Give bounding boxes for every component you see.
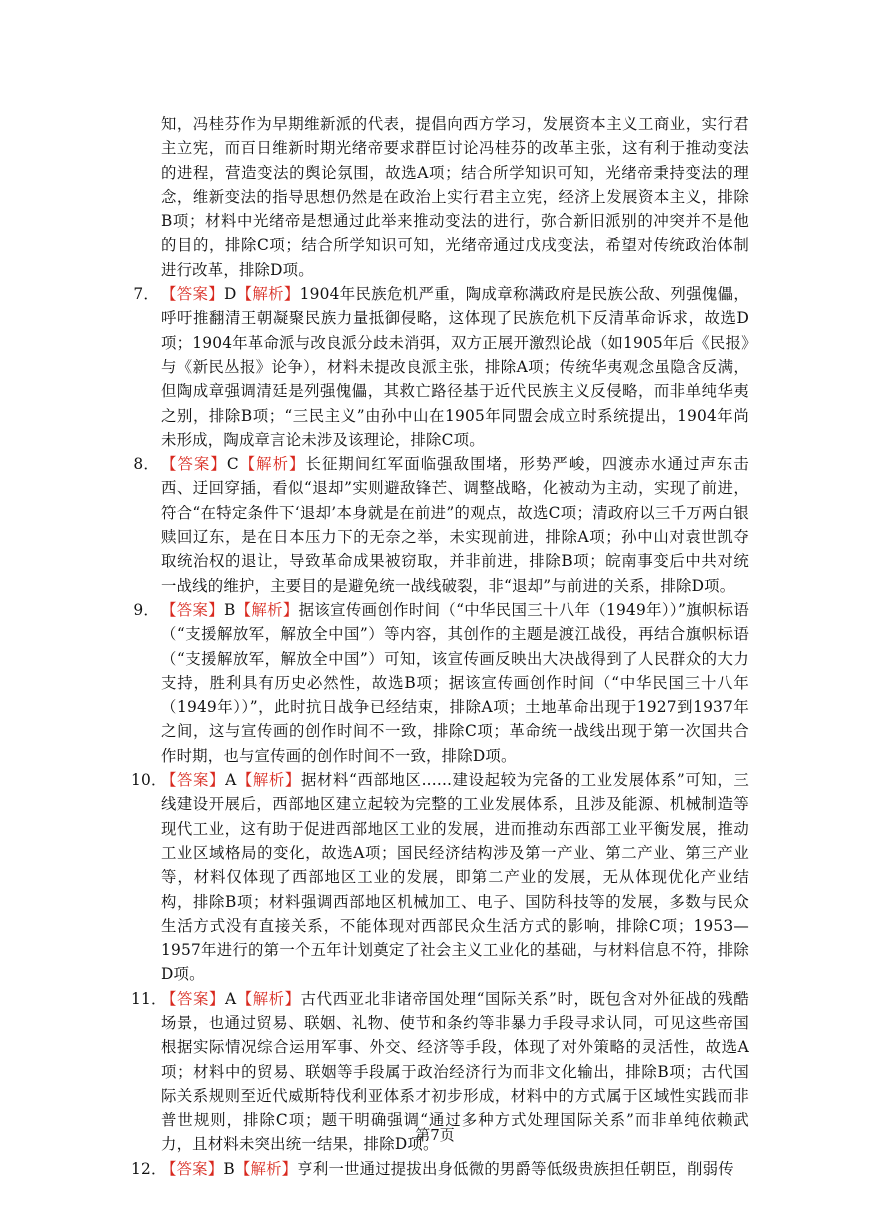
answer-letter: C [226, 455, 239, 474]
answer-tag: 【答案】 [161, 285, 224, 304]
answer-letter: A [225, 771, 237, 790]
intro-paragraph: 知，冯桂芬作为早期维新派的代表，提倡向西方学习，发展资本主义工商业，实行君主立宪，而百日维新时期光绪帝要求群臣讨论冯桂芬的改革主张，这有利于推动变法的进程，营造变法的舆论氛围，故选A项；结合所学知识可知，光绪帝秉持变法的理念，维新变法的指导思想仍然是在政治上实行君主立宪，经济上发展资本主义，排除B项；材料中光绪帝是想通过此举来推动变法的进行，弥合新旧派别的冲突并不是他的目的，排除C项；结合所学知识可知，光绪帝通过戊戌变法，希望对传统政治体制进行改革，排除D项。 [161, 115, 749, 279]
analysis-tag: 【解析】 [238, 455, 306, 474]
analysis-text: 据该宣传画创作时间（“中华民国三十八年（1949年））”旗帜标语（“支援解放军，解放全中国”）等内容，其创作的主题是渡江战役，再结合旗帜标语（“支援解放军，解放全中国”）可知，该宣传画反映出大决战得到了人民群众的大力支持，胜利具有历史必然性，故选B项；据该宣传画创作时间（“中华民国三十八年（1949年））”，此时抗日战争已经结束，排除A项；土地革命出现于1927到1937年之间，这与宣传画的创作时间不一致，排除C项；革命统一战线出现于第一次国共合作时期，也与宣传画的创作时间不一致，排除D项。 [161, 600, 749, 765]
analysis-tag: 【解析】 [234, 1159, 298, 1178]
analysis-text: 长征期间红军面临强敌围堵，形势严峻，四渡赤水通过声东击西、迂回穿插，看似“退却”实则避敌锋芒、调整战略，化被动为主动，实现了前进，符合“在特定条件下‘退却’本身就是在前进”的观点，故选C项；清政府以三千万两白银赎回辽东，是在日本压力下的无奈之举，未实现前进，排除A项；孙中山对袁世凯夺取统治权的退让，导致革命成果被窃取，并非前进，排除B项；皖南事变后中共对统一战线的维护，主要目的是避免统一战线破裂，非“退却”与前进的关系，排除D项。 [161, 455, 749, 595]
analysis-text: 古代西亚北非诸帝国处理“国际关系”时，既包含对外征战的残酷场景，也通过贸易、联姻、礼物、使节和条约等非暴力手段寻求认同，可见这些帝国根据实际情况综合运用军事、外交、经济等手段，体现了对外策略的灵活性，故选A项；材料中的贸易、联姻等手段属于政治经济行为而非文化输出，排除B项；古代国际关系规则至近代威斯特伐利亚体系才初步形成，材料中的方式属于区域性实践而非普世规则，排除C项；题干明确强调“通过多种方式处理国际关系”而非单纯依赖武力，且材料未突出统一结果，排除D项。 [161, 989, 749, 1154]
answer-item [133, 598, 749, 768]
question-number: 12． [131, 1159, 167, 1178]
page-number: 第7页 [415, 1126, 455, 1144]
answer-item [133, 452, 749, 598]
question-number: 9． [133, 600, 159, 619]
question-number: 11． [131, 989, 167, 1008]
analysis-tag: 【解析】 [236, 285, 300, 304]
answer-letter: B [223, 1159, 235, 1178]
analysis-tag: 【解析】 [236, 771, 301, 790]
question-number: 7． [133, 285, 159, 304]
answer-analysis-text [131, 112, 749, 1181]
answer-letter: A [224, 989, 237, 1008]
answer-tag: 【答案】 [161, 771, 226, 790]
answer-item [133, 282, 749, 452]
question-number: 10． [131, 771, 167, 790]
answer-items-list [131, 282, 749, 1181]
answer-tag: 【答案】 [161, 600, 224, 619]
analysis-text: 亨利一世通过提拔出身低微的男爵等低级贵族担任朝臣，削弱传 [297, 1159, 734, 1178]
analysis-text: 1904年民族危机严重，陶成章称满政府是民族公敌、列强傀儡，呼吁推翻清王朝凝聚民族力量抵御侵略，这体现了民族危机下反清革命诉求，故选D项；1904年革命派与改良派分歧未消弭，双方正展开激烈论战（如1905年后《民报》与《新民丛报》论争），材料未提改良派主张，排除A项；传统华夷观念虽隐含反满，但陶成章强调清廷是列强傀儡，其救亡路径基于近代民族主义反侵略，而非单纯华夷之别，排除B项；“三民主义”由孙中山在1905年同盟会成立时系统提出，1904年尚未形成，陶成章言论未涉及该理论，排除C项。 [161, 285, 749, 449]
answer-tag: 【答案】 [161, 1159, 224, 1178]
answer-letter: B [223, 600, 236, 619]
answer-item [131, 768, 749, 987]
answer-tag: 【答案】 [161, 989, 225, 1008]
analysis-tag: 【解析】 [236, 989, 301, 1008]
analysis-tag: 【解析】 [235, 600, 299, 619]
answer-item [131, 1157, 749, 1181]
answer-letter: D [223, 285, 237, 304]
question-number: 8． [133, 455, 159, 474]
answer-tag: 【答案】 [161, 455, 227, 474]
analysis-text: 据材料“西部地区......建设起较为完备的工业发展体系”可知，三线建设开展后，西部地区建立起较为完整的工业发展体系，且涉及能源、机械制造等现代工业，这有助于促进西部地区工业的发展，进而推动东西部工业平衡发展，推动工业区域格局的变化，故选A项；国民经济结构涉及第一产业、第二产业、第三产业等，材料仅体现了西部地区工业的发展，即第二产业的发展，无从体现优化产业结构，排除B项；材料强调西部地区机械加工、电子、国防科技等的发展，多数与民众生活方式没有直接关系，不能体现对西部民众生活方式的影响，排除C项；1953—1957年进行的第一个五年计划奠定了社会主义工业化的基础，与材料信息不符，排除D项。 [161, 771, 749, 984]
